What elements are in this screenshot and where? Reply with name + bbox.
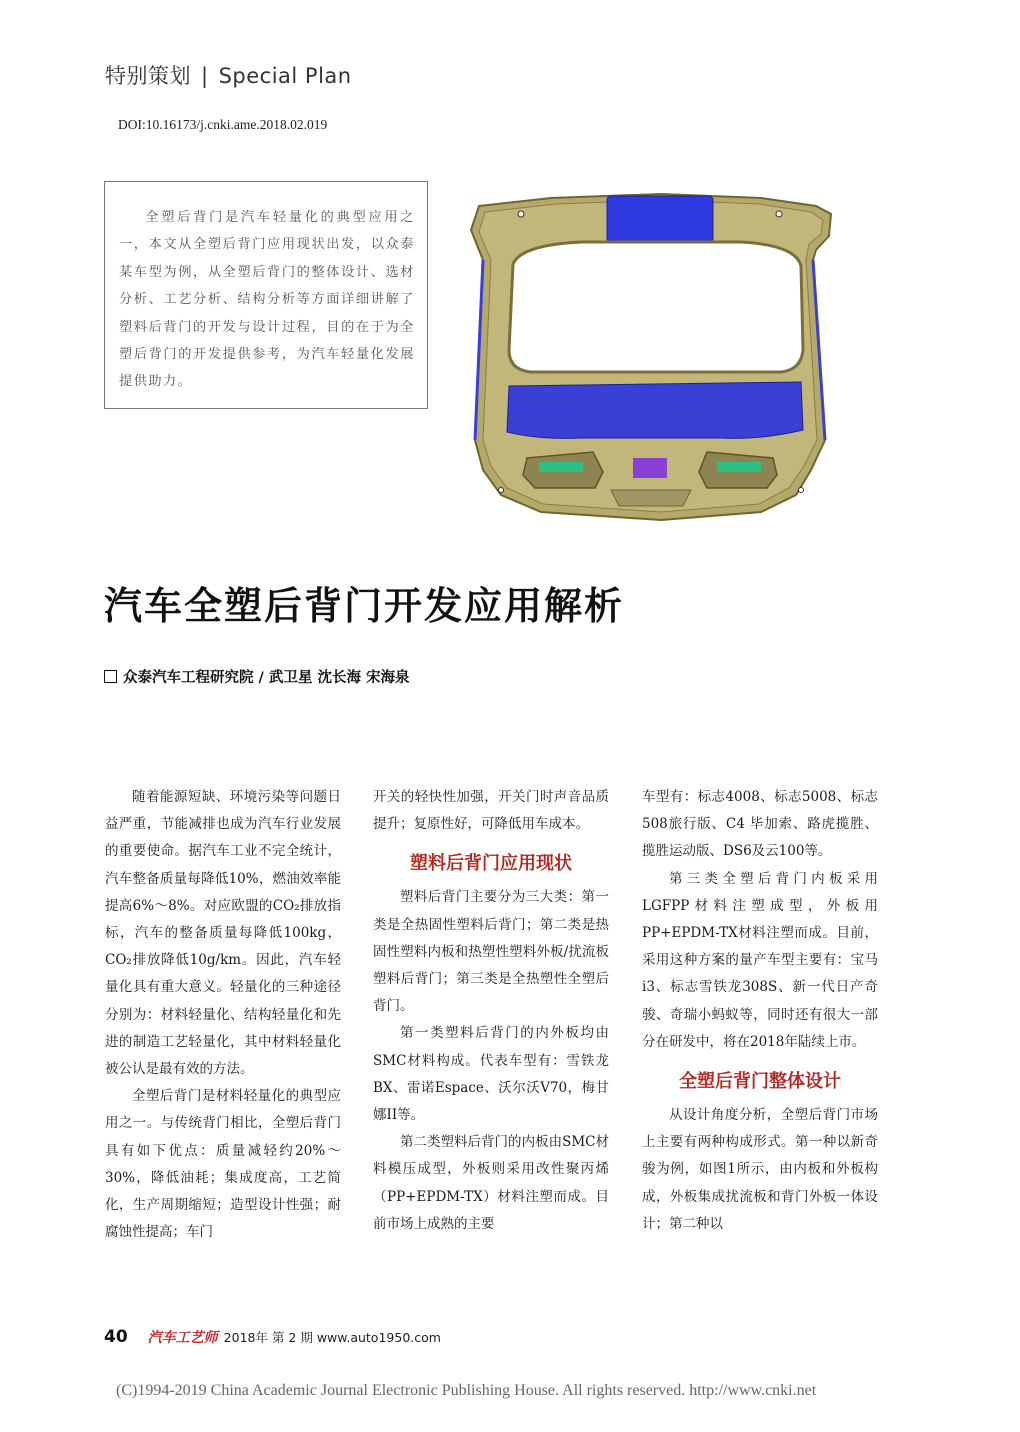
doi: DOI:10.16173/j.cnki.ame.2018.02.019 bbox=[118, 117, 328, 132]
copyright-notice: (C)1994-2019 China Academic Journal Electronic Publishing House. All rights reserved. http://www.cnki.net bbox=[116, 1382, 817, 1399]
authors-text: 众泰汽车工程研究院 / 武卫星 沈长海 宋海泉 bbox=[123, 670, 410, 686]
paragraph: 全塑后背门是材料轻量化的典型应用之一。与传统背门相比，全塑后背门具有如下优点：质量减轻约20%～30%，降低油耗；集成度高，工艺简化，生产周期缩短；造型设计性强；耐腐蚀性提高；车门 bbox=[105, 1088, 341, 1241]
article-title: 汽车全塑后背门开发应用解析 bbox=[104, 584, 625, 628]
body-column-2 bbox=[373, 784, 609, 1238]
paragraph: 第一类塑料后背门的内外板均由SMC材料构成。代表车型有：雪铁龙BX、雷诺Espace、沃尔沃V70，梅甘娜II等。 bbox=[373, 1025, 609, 1124]
page-footer bbox=[104, 1327, 441, 1347]
window-opening bbox=[509, 242, 803, 372]
section-tag bbox=[105, 60, 352, 90]
magazine-name: 汽车工艺师 bbox=[147, 1330, 218, 1346]
paragraph: 随着能源短缺、环境污染等问题日益严重，节能减排也成为汽车行业发展的重要使命。据汽车工业不完全统计，汽车整备质量每降低10%，燃油效率能提高6%～8%。对应欧盟的CO₂排放指标，汽车的整备质量每降低100kg，CO₂排放降低10g/km。因此，汽车轻量化具有重大意义。轻量化的三种途径分别为：材料轻量化、结构轻量化和先进的制造工艺轻量化，其中材料轻量化被公认是最有效的方法。 bbox=[105, 789, 341, 1078]
section-separator: | bbox=[201, 64, 209, 88]
section-heading-design: 全塑后背门整体设计 bbox=[679, 1071, 841, 1093]
lower-blue-panel bbox=[507, 382, 803, 438]
paragraph: 开关的轻快性加强，开关门时声音品质提升；复原性好，可降低用车成本。 bbox=[373, 789, 609, 833]
section-heading-status: 塑料后背门应用现状 bbox=[410, 853, 572, 875]
paragraph: 从设计角度分析，全塑后背门市场上主要有两种构成形式。第一种以新奇骏为例，如图1所示，由内板和外板构成，外板集成扰流板和背门外板一体设计；第二种以 bbox=[642, 1107, 878, 1232]
section-en: Special Plan bbox=[218, 64, 352, 88]
paragraph: 第三类全塑后背门内板采用LGFPP材料注塑成型，外板用PP+EPDM-TX材料注塑而成。目前，采用这种方案的量产车型主要有：宝马i3、标志雪铁龙308S、新一代日产奇骏、奇瑞小蚂蚁等，同时还有很大一部分在研发中，将在2018年陆续上市。 bbox=[642, 870, 878, 1050]
authors-line bbox=[104, 666, 410, 687]
upper-blue-panel bbox=[607, 196, 713, 242]
abstract-box: 全塑后背门是汽车轻量化的典型应用之一，本文从全塑后背门应用现状出发，以众泰某车型为例，从全塑后背门的整体设计、选材分析、工艺分析、结构分析等方面详细讲解了塑料后背门的开发与设计过程，目的在于为全塑后背门的开发提供参考，为汽车轻量化发展提供助力。 bbox=[104, 181, 428, 409]
body-column-3 bbox=[642, 784, 878, 1238]
tailgate-figure bbox=[461, 190, 839, 524]
paragraph: 塑料后背门主要分为三大类：第一类是全热固性塑料后背门；第二类是热固性塑料内板和热塑性塑料外板/扰流板塑料后背门；第三类是全热塑性全塑后背门。 bbox=[373, 889, 609, 1015]
section-cn: 特别策划 bbox=[105, 64, 191, 88]
paragraph: 车型有：标志4008、标志5008、标志508旅行版、C4 毕加索、路虎揽胜、揽胜运动版、DS6及云100等。 bbox=[642, 789, 878, 860]
square-marker-icon bbox=[104, 670, 117, 683]
page-number: 40 bbox=[104, 1327, 128, 1347]
paragraph: 第二类塑料后背门的内板由SMC材料模压成型，外板则采用改性聚丙烯（PP+EPDM-TX）材料注塑而成。目前市场上成熟的主要 bbox=[373, 1134, 609, 1232]
issue-info: 2018年 第 2 期 www.auto1950.com bbox=[223, 1330, 441, 1345]
body-column-1 bbox=[105, 784, 341, 1246]
